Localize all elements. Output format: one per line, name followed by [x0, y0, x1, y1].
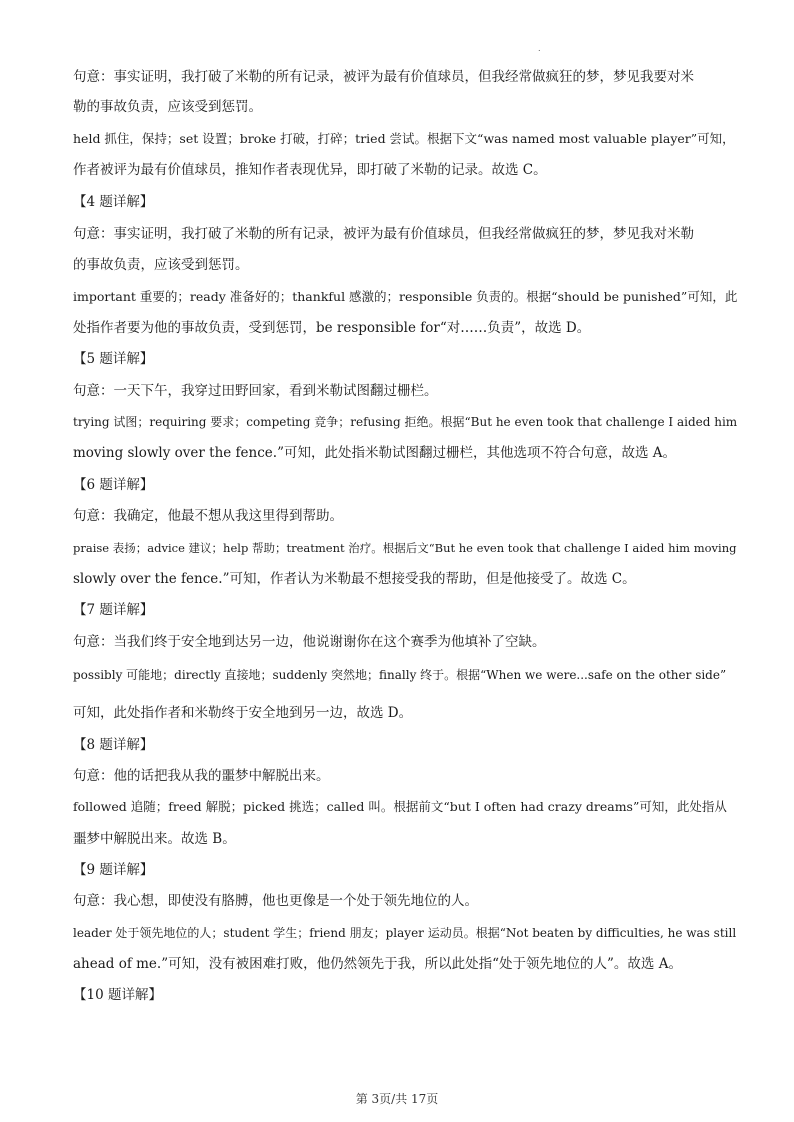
text-line: 勒的事故负责，应该受到惩罚。 [73, 99, 262, 115]
section-heading: 【8 题详解】 [73, 737, 154, 753]
text-line: 句意：他的话把我从我的噩梦中解脱出来。 [73, 768, 330, 784]
text-line: held 抓住，保持；set 设置；broke 打破，打碎；tried 尝试。根据下文“was named most valuable player”可知， [73, 131, 735, 146]
text-line: 可知，此处指作者和米勒终于安全地到另一边，故选 D。 [73, 705, 413, 721]
text-line: slowly over the fence.”可知，作者认为米勒最不想接受我的帮助，但是他接受了。故选 C。 [73, 571, 636, 587]
text-line: 噩梦中解脱出来。故选 B。 [73, 831, 236, 847]
section-heading: 【9 题详解】 [73, 862, 154, 878]
text-line: 句意：事实证明，我打破了米勒的所有记录，被评为最有价值球员，但我经常做疯狂的梦，梦见我要对米 [73, 69, 694, 85]
text-line: 句意：当我们终于安全地到达另一边，他说谢谢你在这个赛季为他填补了空缺。 [73, 634, 546, 650]
section-heading: 【10 题详解】 [73, 987, 162, 1003]
text-line: 的事故负责，应该受到惩罚。 [73, 257, 249, 273]
text-line: leader 处于领先地位的人；student 学生；friend 朋友；player 运动员。根据“Not beaten by difficulties, he was still [73, 926, 737, 940]
text-line: important 重要的；ready 准备好的；thankful 感激的；responsible 负责的。根据“should be punished”可知，此 [73, 289, 738, 304]
section-heading: 【7 题详解】 [73, 602, 154, 618]
text-line: moving slowly over the fence.”可知，此处指米勒试图翻过栅栏，其他选项不符合句意，故选 A。 [73, 445, 677, 461]
text-line: 作者被评为最有价值球员，推知作者表现优异，即打破了米勒的记录。故选 C。 [73, 162, 547, 178]
section-heading: 【4 题详解】 [73, 194, 154, 210]
scan-mark: . [538, 44, 541, 53]
section-heading: 【5 题详解】 [73, 351, 154, 367]
text-line: trying 试图；requiring 要求；competing 竞争；refusing 拒绝。根据“But he even took that challenge I aided him [73, 415, 738, 429]
text-line: 句意：事实证明，我打破了米勒的所有记录，被评为最有价值球员，但我经常做疯狂的梦，梦见我对米勒 [73, 226, 694, 242]
text-line: 句意：我心想，即使没有胳膊，他也更像是一个处于领先地位的人。 [73, 893, 478, 909]
text-line: 句意：一天下午，我穿过田野回家，看到米勒试图翻过栅栏。 [73, 383, 438, 399]
text-line: praise 表扬；advice 建议；help 帮助；treatment 治疗。根据后文“But he even took that challenge I aided him moving [73, 541, 737, 555]
text-line: 处指作者要为他的事故负责，受到惩罚，be responsible for“对……负责”，故选 D。 [73, 320, 591, 336]
text-line: 句意：我确定，他最不想从我这里得到帮助。 [73, 508, 343, 524]
page-number: 第 3页/共 17页 [355, 1092, 439, 1106]
text-line: possibly 可能地；directly 直接地；suddenly 突然地；finally 终于。根据“When we were...safe on the other side” [73, 668, 727, 682]
section-heading: 【6 题详解】 [73, 477, 154, 493]
text-line: followed 追随；freed 解脱；picked 挑选；called 叫。根据前文“but I often had crazy dreams”可知，此处指从 [73, 799, 727, 814]
text-line: ahead of me.”可知，没有被困难打败，他仍然领先于我，所以此处指“处于领先地位的人”。故选 A。 [73, 956, 682, 972]
